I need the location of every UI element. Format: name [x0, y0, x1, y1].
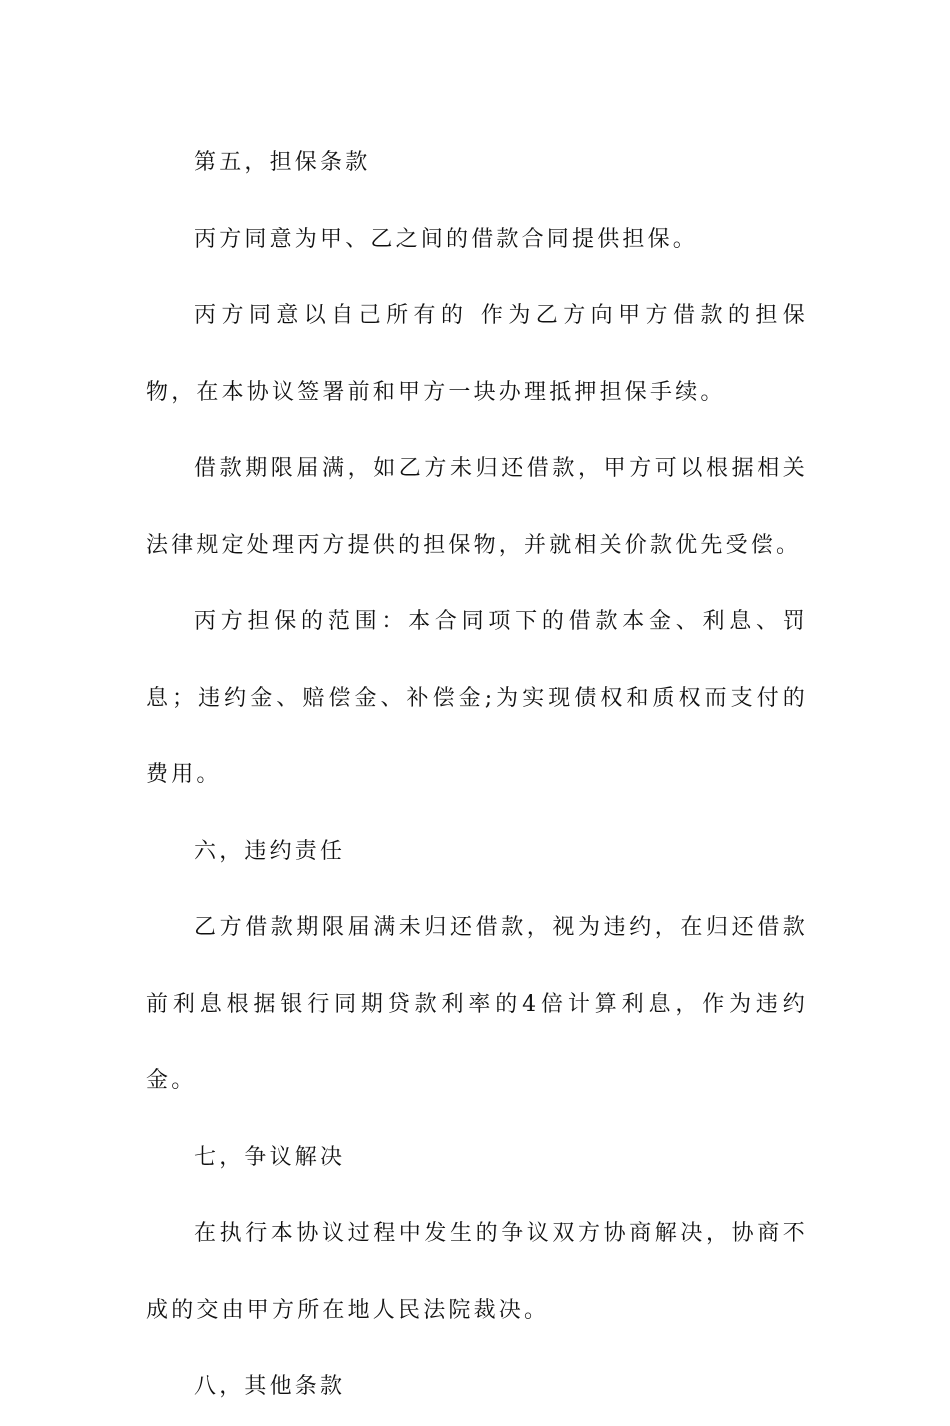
- paragraph: 借款期限届满，如乙方未归还借款，甲方可以根据相关法律规定处理丙方提供的担保物，并就相关价款优先受偿。: [146, 456, 808, 558]
- paragraph: 乙方借款期限届满未归还借款，视为违约，在归还借款前利息根据银行同期贷款利率的4倍计算利息，作为违约金。: [146, 915, 808, 1093]
- paragraph: 丙方担保的范围：本合同项下的借款本金、利息、罚息；违约金、赔偿金、补偿金;为实现债权和质权而支付的费用。: [146, 609, 808, 787]
- document-body: [146, 125, 808, 1426]
- paragraph: 丙方同意以自己所有的 作为乙方向甲方借款的担保物，在本协议签署前和甲方一块办理抵押担保手续。: [146, 303, 808, 405]
- section-heading-dispute: 七，争议解决: [194, 1144, 346, 1170]
- section-heading-breach: 六，违约责任: [194, 838, 346, 864]
- section-heading-other: 八，其他条款: [194, 1374, 346, 1399]
- paragraph: 在执行本协议过程中发生的争议双方协商解决，协商不成的交由甲方所在地人民法院裁决。: [146, 1221, 808, 1323]
- paragraph: 丙方同意为甲、乙之间的借款合同提供担保。: [194, 226, 699, 252]
- section-heading-guarantee: 第五，担保条款: [194, 150, 371, 175]
